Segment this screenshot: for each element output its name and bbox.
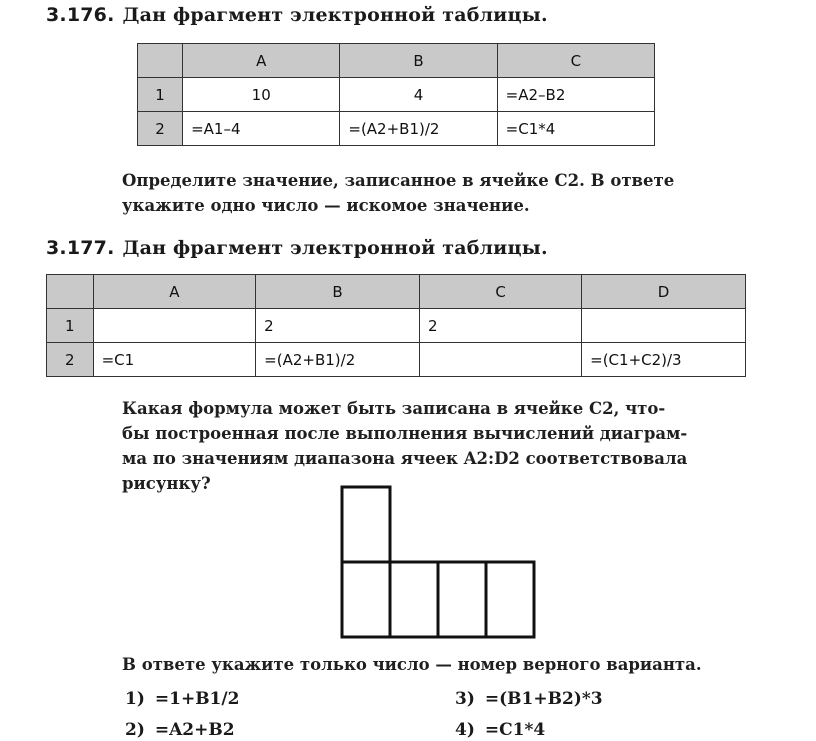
option-2 xyxy=(125,720,235,740)
row-header: 2 xyxy=(47,343,94,377)
cell-C2: =C1*4 xyxy=(497,112,654,146)
column-header: D xyxy=(582,275,746,309)
column-header: C xyxy=(497,44,654,78)
problem-number: 3.176. xyxy=(46,4,115,26)
problem-heading: Дан фрагмент электронной таблицы. xyxy=(122,4,548,26)
option-number: 1) xyxy=(125,689,145,709)
bar-block-c2 xyxy=(438,562,486,637)
cell-B2: =(A2+B1)/2 xyxy=(256,343,420,377)
question-line: Какая формула может быть записана в ячейке C2, что- xyxy=(122,399,666,418)
cell-B2: =(A2+B1)/2 xyxy=(340,112,497,146)
row-header: 1 xyxy=(138,78,183,112)
row-header: 2 xyxy=(138,112,183,146)
question-line: бы построенная после выполнения вычислений диаграм- xyxy=(122,424,688,443)
column-header: A xyxy=(93,275,256,309)
option-formula: =(B1+B2)*3 xyxy=(484,689,603,709)
question-line: укажите одно число — искомое значение. xyxy=(122,196,530,215)
option-number: 3) xyxy=(455,689,475,709)
question-line: Определите значение, записанное в ячейке C2. В ответе xyxy=(122,171,675,190)
column-header: B xyxy=(340,44,497,78)
question-line: рисунку? xyxy=(122,474,211,493)
option-3 xyxy=(455,689,603,709)
column-header: C xyxy=(419,275,581,309)
bar-block-b2 xyxy=(390,562,438,637)
cell-B1: 4 xyxy=(340,78,497,112)
row-header: 1 xyxy=(47,309,94,343)
cell-A1: 10 xyxy=(183,78,340,112)
cell-A2: =A1–4 xyxy=(183,112,340,146)
cell-B1: 2 xyxy=(256,309,420,343)
option-formula: =C1*4 xyxy=(484,720,546,740)
option-1 xyxy=(125,689,239,709)
bar-block-a2 xyxy=(342,562,390,637)
option-number: 2) xyxy=(125,720,145,740)
option-4 xyxy=(455,720,545,740)
cell-C1: 2 xyxy=(419,309,581,343)
question-line: ма по значениям диапазона ячеек A2:D2 соответствовала xyxy=(122,449,688,468)
bar-block-a2 xyxy=(342,487,390,562)
option-formula: =A2+B2 xyxy=(154,720,235,740)
answer-prompt: В ответе укажите только число — номер верного варианта. xyxy=(122,655,702,674)
cell-C1: =A2–B2 xyxy=(497,78,654,112)
cell-A2: =C1 xyxy=(93,343,256,377)
option-number: 4) xyxy=(455,720,475,740)
column-header: A xyxy=(183,44,340,78)
problem-heading: Дан фрагмент электронной таблицы. xyxy=(122,237,548,259)
problem-number: 3.177. xyxy=(46,237,115,259)
column-header: B xyxy=(256,275,420,309)
cell-D2: =(C1+C2)/3 xyxy=(582,343,746,377)
option-formula: =1+B1/2 xyxy=(154,689,240,709)
bar-block-d2 xyxy=(486,562,534,637)
